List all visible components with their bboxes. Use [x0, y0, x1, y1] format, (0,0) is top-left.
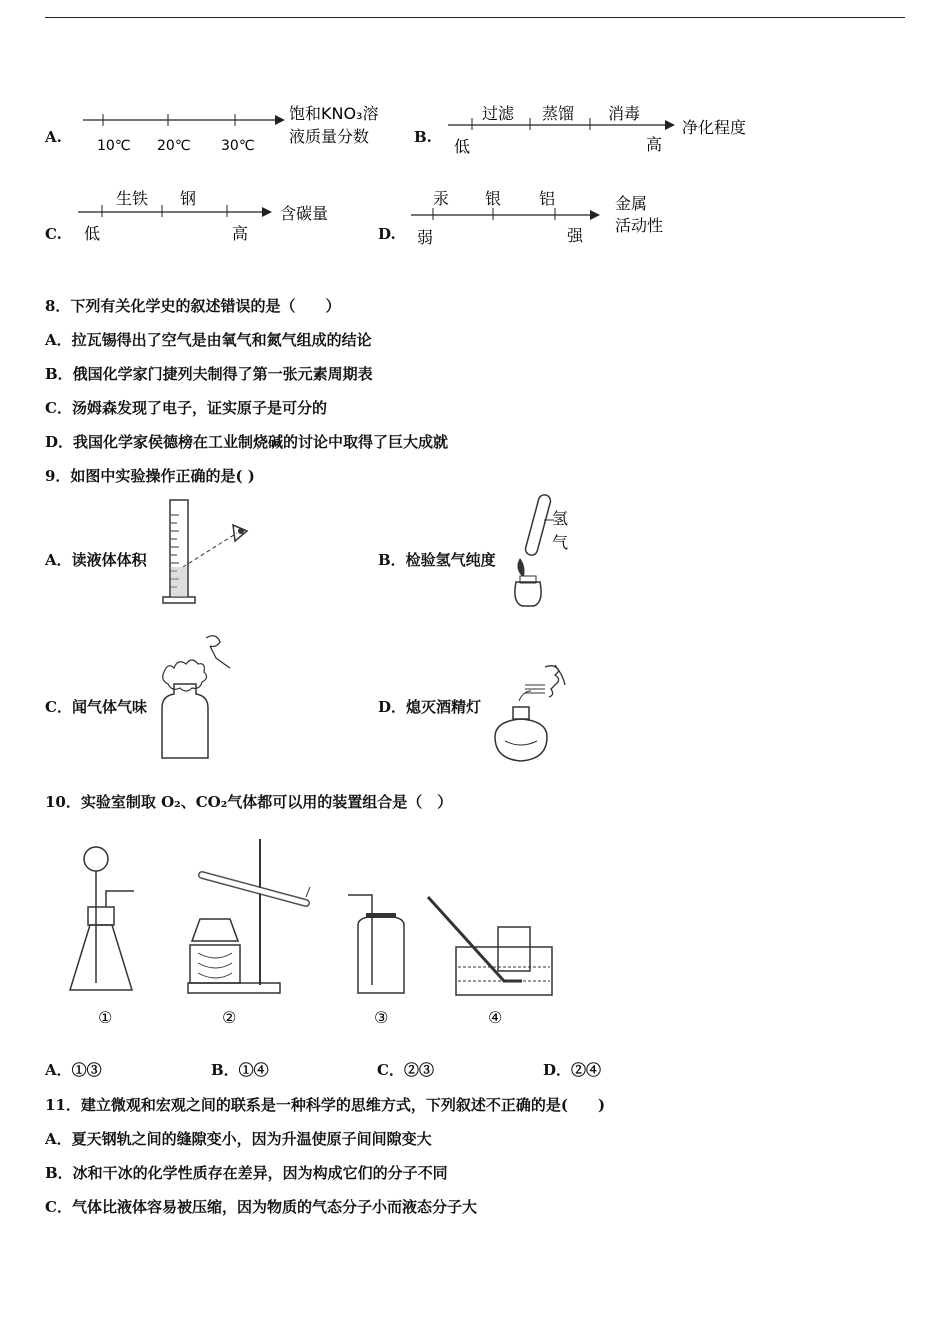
- q7-option-b-diagram: [440, 100, 780, 160]
- q7d-axis-line2: 活动性: [615, 216, 664, 235]
- q7-option-a-letter: A.: [45, 128, 62, 146]
- q7c-high: 高: [232, 224, 249, 243]
- apparatus-1: [70, 847, 134, 990]
- q7d-low: 弱: [417, 228, 434, 247]
- q7-option-c-diagram: [72, 185, 372, 250]
- apparatus-3: [348, 895, 404, 993]
- q7c-axis: 含碳量: [280, 204, 329, 223]
- alcohol-lamp-blowing-illustration: [485, 655, 585, 767]
- q7-option-d-diagram: [405, 185, 705, 250]
- apparatus-4: [428, 897, 552, 995]
- apparatus-2: [188, 839, 310, 993]
- q7a-axis-line1: 饱和KNO₃溶: [289, 104, 379, 123]
- apparatus-label-2: ②: [222, 1008, 237, 1027]
- q7a-tick-2: 20℃: [157, 138, 191, 154]
- q9-option-c: C．闻气体气味: [45, 698, 147, 716]
- q9-option-b: B．检验氢气纯度: [378, 551, 496, 569]
- q8-option-a: A．拉瓦锡得出了空气是由氧气和氮气组成的结论: [45, 331, 372, 349]
- q7a-tick-1: 10℃: [97, 138, 131, 154]
- q7-option-a-diagram: [75, 100, 395, 160]
- q7c-low: 低: [84, 224, 101, 243]
- q10-option-b: B．①④: [211, 1061, 269, 1079]
- hydrogen-label-1: 氢: [552, 509, 569, 528]
- apparatus-label-4: ④: [488, 1008, 503, 1027]
- q7b-high: 高: [646, 135, 663, 154]
- q7b-low: 低: [454, 137, 471, 156]
- q7c-item-2: 钢: [180, 189, 197, 208]
- q10-stem: 10．实验室制取 O₂、CO₂气体都可以用的装置组合是（ ）: [45, 793, 453, 811]
- q7a-tick-3: 30℃: [221, 138, 255, 154]
- q7b-item-1: 过滤: [482, 104, 515, 123]
- q7d-axis-line1: 金属: [615, 194, 648, 213]
- apparatus-label-1: ①: [98, 1008, 113, 1027]
- q10-option-c: C．②③: [377, 1061, 434, 1079]
- apparatus-label-3: ③: [374, 1008, 389, 1027]
- q7d-high: 强: [567, 226, 584, 245]
- q8-option-d: D．我国化学家侯德榜在工业制烧碱的讨论中取得了巨大成就: [45, 433, 449, 451]
- graduated-cylinder-illustration: [155, 495, 260, 610]
- q7a-axis-line2: 液质量分数: [289, 127, 370, 146]
- q7-option-d-letter: D.: [378, 225, 396, 243]
- q8-stem: 8．下列有关化学史的叙述错误的是（ ）: [45, 297, 341, 315]
- q7d-item-2: 银: [485, 189, 502, 208]
- apparatus-illustrations: [60, 835, 570, 1035]
- q7b-axis: 净化程度: [682, 118, 747, 137]
- hydrogen-test-illustration: [500, 490, 585, 610]
- q7-option-c-letter: C.: [45, 225, 62, 243]
- hydrogen-label-2: 气: [552, 533, 569, 552]
- q9-option-a: A．读液体体积: [45, 551, 147, 569]
- q7-option-b-letter: B.: [414, 128, 432, 146]
- q7b-item-2: 蒸馏: [542, 104, 575, 123]
- q9-option-d: D．熄灭酒精灯: [378, 698, 482, 716]
- q9-stem: 9．如图中实验操作正确的是( ): [45, 467, 255, 485]
- q11-stem: 11．建立微观和宏观之间的联系是一种科学的思维方式，下列叙述不正确的是( ): [45, 1096, 606, 1114]
- header-rule: [45, 17, 905, 18]
- q7d-item-1: 汞: [433, 189, 450, 208]
- q7d-item-3: 铝: [539, 189, 556, 208]
- q11-option-a: A．夏天钢轨之间的缝隙变小，因为升温使原子间间隙变大: [45, 1130, 432, 1148]
- q8-option-c: C．汤姆森发现了电子，证实原子是可分的: [45, 399, 327, 417]
- q7b-item-3: 消毒: [608, 104, 641, 123]
- q8-option-b: B．俄国化学家门捷列夫制得了第一张元素周期表: [45, 365, 373, 383]
- q10-option-a: A．①③: [45, 1061, 102, 1079]
- q11-option-c: C．气体比液体容易被压缩，因为物质的气态分子小而液态分子大: [45, 1198, 477, 1216]
- smelling-gas-illustration: [150, 628, 250, 763]
- q10-option-d: D．②④: [543, 1061, 602, 1079]
- q11-option-b: B．冰和干冰的化学性质存在差异，因为构成它们的分子不同: [45, 1164, 448, 1182]
- q7c-item-1: 生铁: [116, 189, 149, 208]
